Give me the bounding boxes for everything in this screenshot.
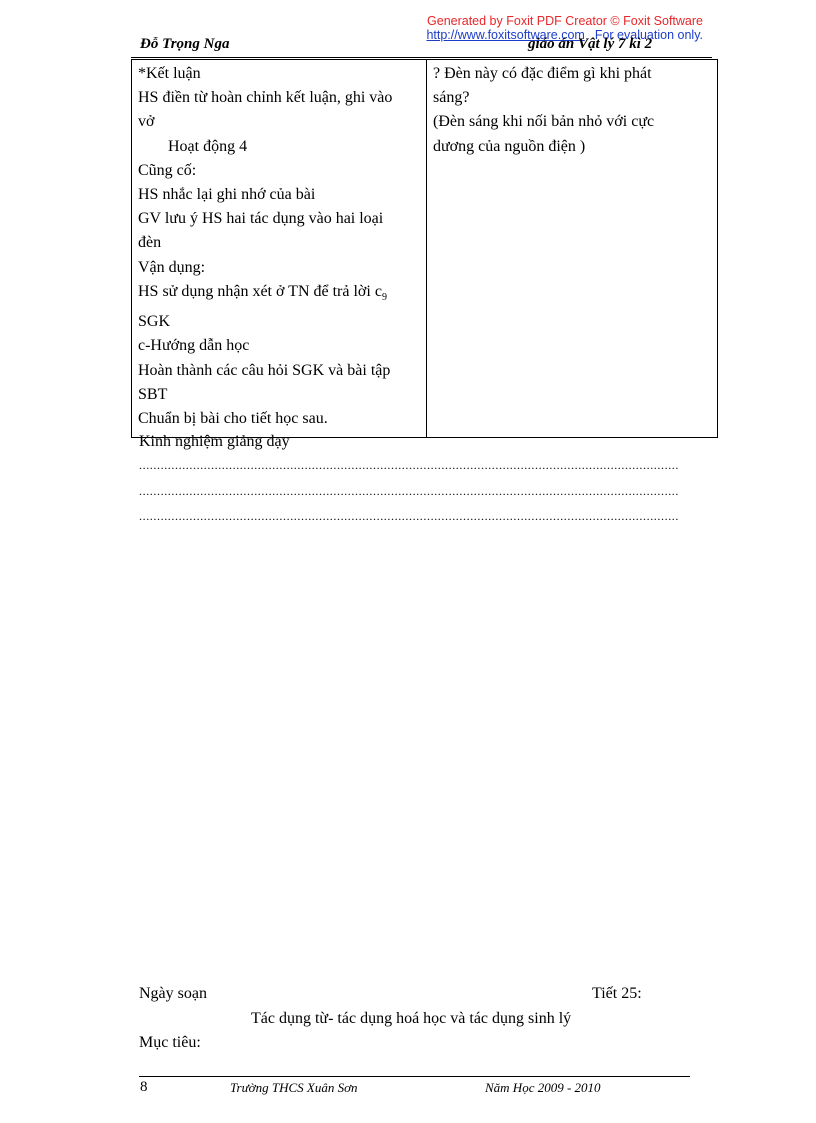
left-line: Chuẩn bị bài cho tiết học sau. — [138, 410, 328, 428]
footer-school: Trường THCS Xuân Sơn — [230, 1080, 358, 1095]
header-subject: giáo án Vật lý 7 kì 2 — [528, 36, 653, 52]
watermark-note: For evaluation only. — [594, 28, 703, 42]
left-line: Hoàn thành các câu hỏi SGK và bài tập — [138, 361, 391, 379]
lesson-title: Tác dụng từ- tác dụng hoá học và tác dụng sinh lý — [251, 1010, 572, 1027]
watermark-url[interactable]: http://www.foxitsoftware.com — [426, 28, 585, 42]
left-line: SBT — [138, 385, 168, 403]
right-column — [427, 60, 718, 438]
header-author: Đỗ Trọng Nga — [140, 36, 230, 52]
goal-label: Mục tiêu: — [139, 1034, 201, 1051]
right-line: ? Đèn này có đặc điểm gì khi phát — [433, 65, 652, 82]
left-column — [132, 60, 427, 438]
left-line: Cũng cố: — [138, 161, 197, 179]
watermark-line1: Generated by Foxit PDF Creator © Foxit Software — [427, 14, 703, 28]
right-line: sáng? — [433, 89, 470, 107]
left-line: HS điền từ hoàn chỉnh kết luận, ghi vào — [138, 89, 393, 107]
footer-rule — [139, 1076, 690, 1077]
lesson-table — [131, 59, 718, 438]
page-number: 8 — [140, 1079, 148, 1095]
left-line: HS nhắc lại ghi nhớ của bài — [138, 186, 316, 204]
dotted-line: ...................................................................................................................................................... — [139, 484, 679, 498]
left-line: c-Hướng dẫn học — [138, 337, 250, 355]
footer-year: Năm Học 2009 - 2010 — [485, 1080, 601, 1095]
subscript-9: 9 — [381, 292, 387, 304]
experience-title: Kinh nghiệm giảng dạy — [139, 433, 290, 450]
dotted-line: ...................................................................................................................................................... — [139, 509, 679, 523]
left-line: đèn — [138, 234, 162, 252]
left-line: Vận dụng: — [138, 258, 206, 276]
right-line: (Đèn sáng khi nối bản nhỏ với cực — [433, 113, 655, 131]
left-line-with-subscript — [138, 280, 420, 310]
period-label: Tiết 25: — [592, 985, 642, 1002]
left-line: vở — [138, 113, 155, 131]
left-line: GV lưu ý HS hai tác dụng vào hai loại — [138, 210, 384, 228]
dotted-line: ...................................................................................................................................................... — [139, 458, 679, 472]
left-line: SGK — [138, 313, 171, 331]
header-rule — [131, 57, 712, 58]
left-line: HS sử dụng nhận xét ở TN để trả lời c — [138, 282, 382, 300]
date-label: Ngày soạn — [139, 985, 207, 1002]
right-line: dương của nguồn điện ) — [433, 137, 586, 155]
left-line: *Kết luận — [138, 65, 201, 82]
activity-heading: Hoạt động 4 — [168, 137, 248, 155]
